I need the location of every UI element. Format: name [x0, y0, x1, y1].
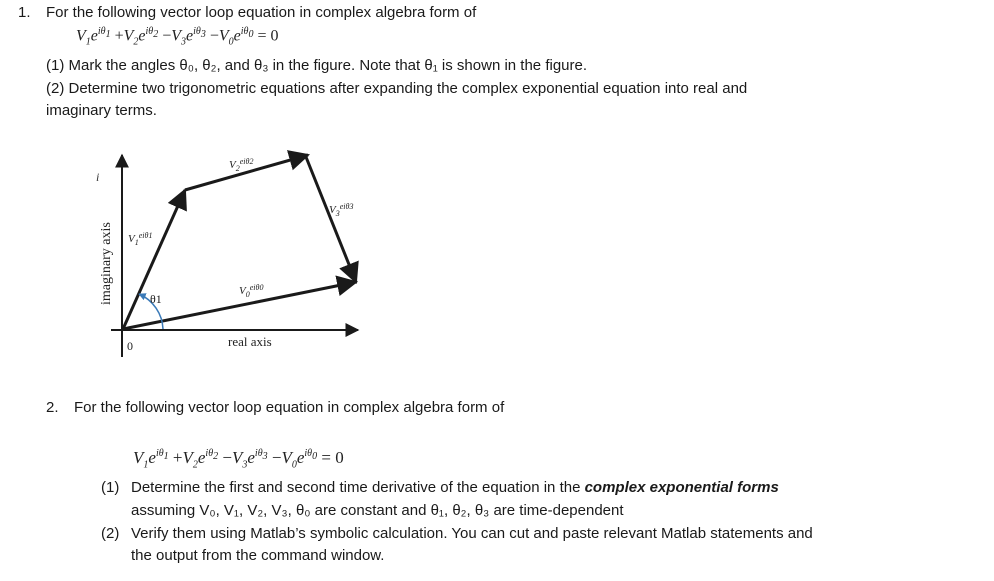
vector-v1	[123, 190, 185, 329]
q1-prompt: For the following vector loop equation in complex algebra form of	[46, 4, 477, 21]
q2-item1-number: (1)	[101, 479, 120, 496]
q2-item2-line1: Verify them using Matlab’s symbolic calculation. You can cut and paste relevant Matlab statements and	[131, 525, 813, 542]
q2-item1-emphasis: complex exponential forms	[584, 479, 779, 496]
q1-part2-line2: imaginary terms.	[46, 102, 157, 119]
q2-item2-line2: the output from the command window.	[131, 547, 385, 564]
v0-label: $V_0^{ei\theta 0}$	[239, 283, 264, 299]
q2-equation: $V_1e^{i\theta_1} +V_2e^{i\theta_2} -V_3e^{i\theta_3} -V_0e^{i\theta_0} = 0$	[133, 448, 344, 471]
q2-prompt: For the following vector loop equation in complex algebra form of	[74, 399, 505, 416]
v1-label: $V_1^{ei\theta 1}$	[128, 231, 153, 247]
q1-number: 1.	[18, 4, 31, 21]
q2-item1-line2: assuming V₀, V₁, V₂, V₃, θ₀ are constant and θ₁, θ₂, θ₃ are time-dependent	[131, 502, 624, 519]
q2-item2-number: (2)	[101, 525, 120, 542]
v3-label: $V_3^{ei\theta 3}$	[329, 202, 354, 218]
theta1-label: θ1	[150, 292, 162, 306]
q1-part2-line1: (2) Determine two trigonometric equations after expanding the complex exponential equation into real and	[46, 80, 748, 97]
q1-equation: $V_1e^{i\theta_1} +V_2e^{i\theta_2} -V_3e^{i\theta_3} -V_0e^{i\theta_0} = 0$	[76, 26, 279, 48]
x-axis-label: real axis	[228, 334, 272, 349]
vector-v3	[306, 157, 356, 282]
q2-item1-line1: Determine the first and second time derivative of the equation in the complex exponential forms	[131, 479, 779, 496]
i-label: i	[96, 170, 100, 184]
q1-part1: (1) Mark the angles θ₀, θ₂, and θ₃ in the figure. Note that θ₁ is shown in the figure.	[46, 57, 588, 74]
y-axis-label: imaginary axis	[99, 222, 114, 305]
q2-number: 2.	[46, 399, 59, 416]
v2-label: $V_2^{ei\theta 2}$	[229, 157, 254, 173]
origin-label: 0	[127, 339, 133, 353]
